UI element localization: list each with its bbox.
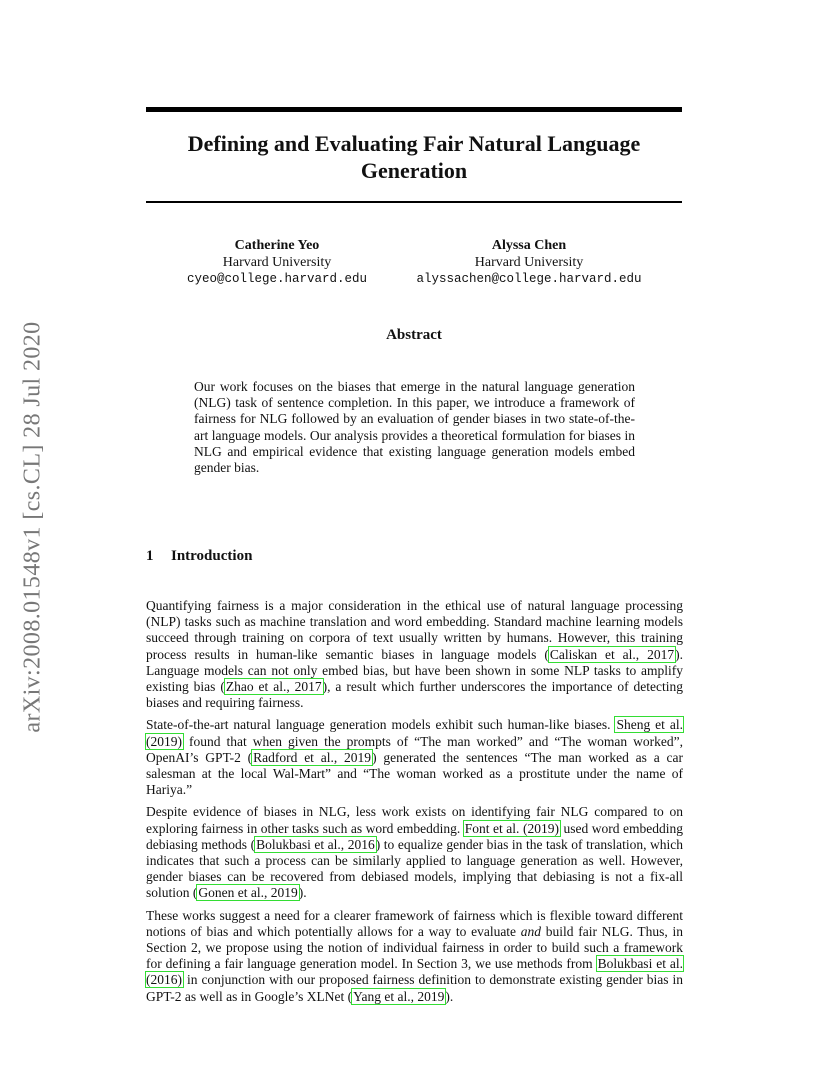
citation-link[interactable]: Font et al. (2019): [464, 820, 559, 836]
paragraph: [146, 908, 683, 1005]
text-run: ) generated the sentences “The man worked as a car salesman at the local Wal-Mart” and “The woman worked as a prostitute under the name of Hariya.”: [146, 749, 684, 798]
citation-link[interactable]: Zhao et al., 2017: [225, 679, 322, 695]
author-affiliation: Harvard University: [222, 255, 332, 270]
author-block-2: [408, 237, 650, 288]
introduction-body: [146, 598, 683, 1011]
text-run: build fair NLG. Thus, in Section 2, we propose using the notion of individual fairness in order to build such a framework for defining a fair language generation model. In Section 3, we use methods from: [146, 923, 683, 972]
arxiv-sidebar-stamp: [18, 296, 48, 758]
text-run: found that when given the prompts of “The man worked” and “The woman worked”, OpenAI’s GPT-2 (: [146, 733, 683, 765]
citation-link[interactable]: Caliskan et al., 2017: [549, 646, 675, 662]
text-run: ).: [298, 885, 307, 901]
text-run: used word embedding debiasing methods (: [146, 820, 683, 852]
citation-link[interactable]: Yang et al., 2019: [353, 988, 445, 1004]
section-title: Introduction: [171, 548, 253, 564]
text-run: ) to equalize gender bias in the task of translation, which indicates that such a process can be similarly applied to language generation as well. However, gender biases can be recovered from debiased models, implying that debiasing is not a fix-all solution (: [146, 836, 684, 901]
title-bottom-rule: [146, 201, 682, 203]
text-run: in conjunction with our proposed fairness definition to demonstrate existing gender bias in GPT-2 as well as in Google’s XLNet (: [146, 972, 683, 1004]
text-run: ).: [445, 988, 454, 1004]
abstract-heading: Abstract: [386, 327, 442, 343]
paragraph: [146, 598, 683, 711]
author-email: alyssachen@college.harvard.edu: [416, 272, 642, 286]
abstract-text: Our work focuses on the biases that emerge in the natural language generation (NLG) task of sentence completion. In this paper, we introduce a framework of fairness for NLG followed by an evaluation of gender biases in two state-of-the-art language models. Our analysis provides a theoretical formulation for biases in NLG and empirical evidence that existing language generation models embed gender bias.: [194, 379, 635, 476]
text-run: Despite evidence of biases in NLG, less work exists on identifying fair NLG compared to on exploring fairness in other tasks such as word embedding.: [146, 804, 683, 836]
title-top-rule: [146, 107, 682, 112]
text-run: These works suggest a need for a clearer framework of fairness which is flexible toward different notions of bias and which potentially allows for a way to evaluate: [146, 907, 683, 939]
emphasis: and: [520, 923, 542, 939]
author-name: Alyssa Chen: [491, 238, 567, 253]
author-affiliation: Harvard University: [474, 255, 584, 270]
section-number: 1: [146, 548, 154, 564]
paper-title: Defining and Evaluating Fair Natural Language Generation: [187, 131, 641, 183]
text-run: Quantifying fairness is a major consideration in the ethical use of natural language processing (NLP) tasks such as machine translation and word embedding. Standard machine learning models succeed through training on corpora of text usually written by humans. However, this training process results in human-like semantic biases in language models (: [146, 598, 683, 662]
citation-link[interactable]: Radford et al., 2019: [253, 749, 372, 765]
arxiv-id: arXiv:2008.01548v1 [cs.CL] 28 Jul 2020: [19, 321, 46, 733]
text-run: ). Language models can not only embed bias, but have been shown in some NLP tasks to amplify existing bias (: [146, 646, 683, 695]
section-heading: [146, 548, 252, 565]
author-block-1: [170, 237, 384, 288]
citation-link[interactable]: Gonen et al., 2019: [198, 885, 298, 901]
paragraph: [146, 717, 683, 798]
citation-link[interactable]: Bolukbasi et al. (2016): [146, 956, 683, 988]
text-run: ), a result which further underscores the importance of detecting biases and requiring fairness.: [146, 679, 683, 711]
citation-link[interactable]: Bolukbasi et al., 2016: [256, 836, 375, 852]
text-run: State-of-the-art natural language generation models exhibit such human-like biases.: [146, 717, 616, 733]
citation-link[interactable]: Sheng et al. (2019): [146, 717, 683, 749]
author-email: cyeo@college.harvard.edu: [186, 272, 368, 286]
paragraph: [146, 804, 683, 901]
author-name: Catherine Yeo: [234, 238, 320, 253]
